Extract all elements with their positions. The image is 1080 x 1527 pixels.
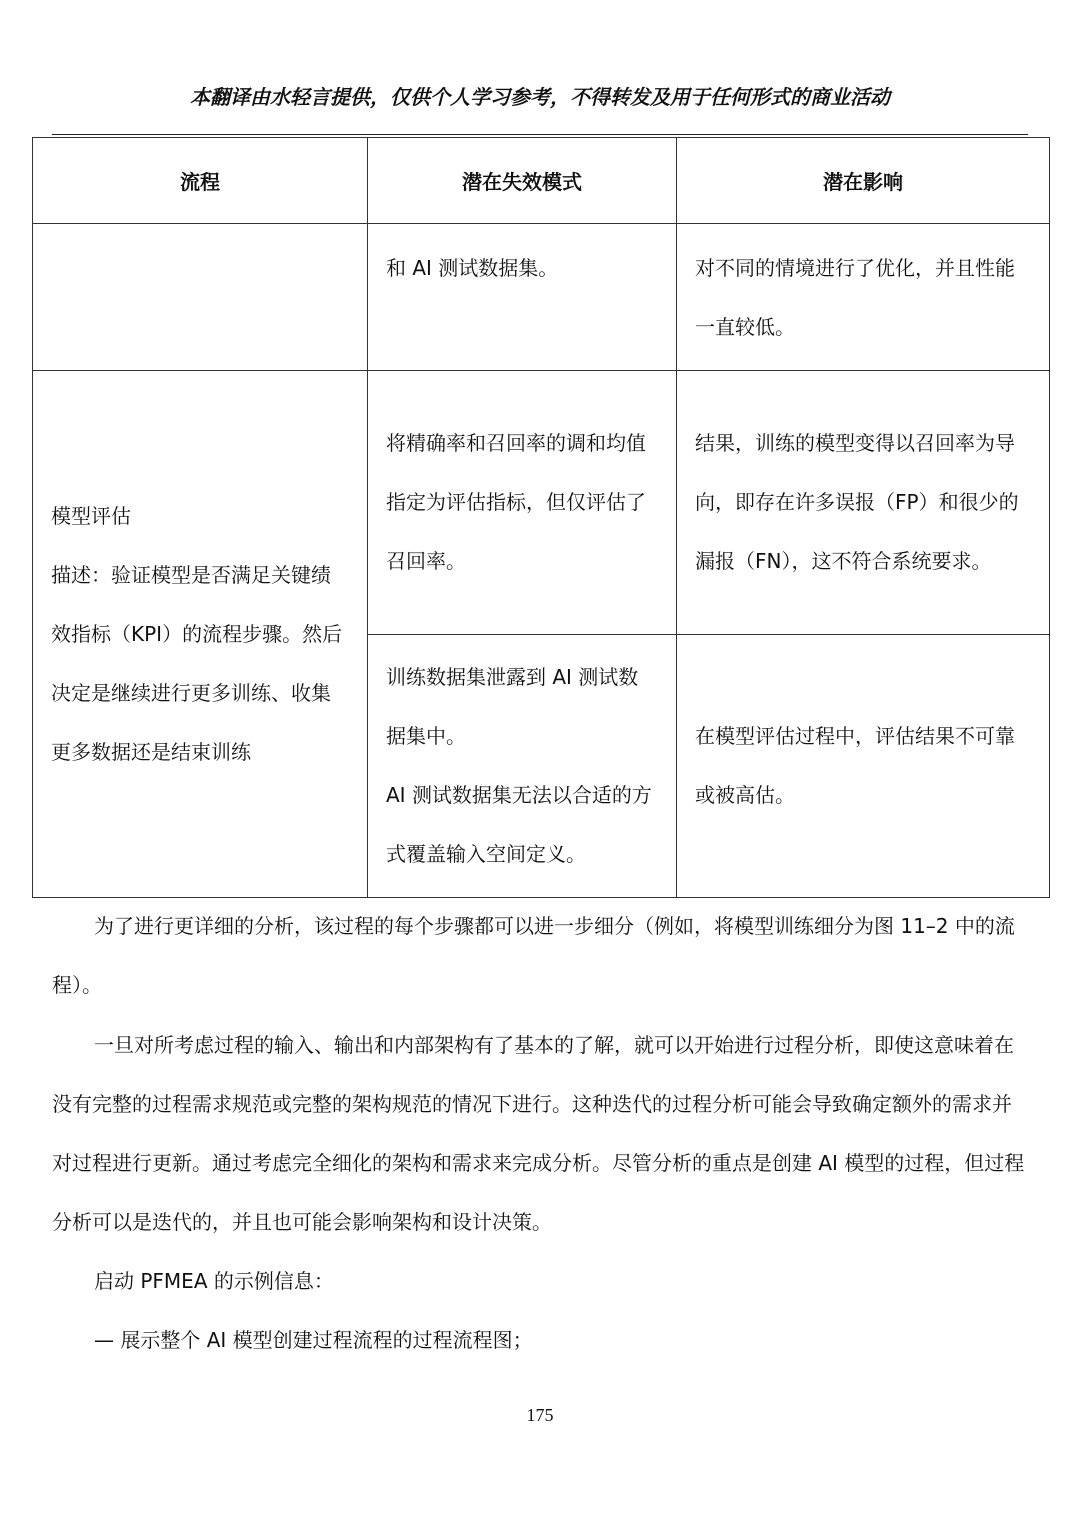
page-header: 本翻译由水轻言提供，仅供个人学习参考，不得转发及用于任何形式的商业活动 bbox=[190, 85, 890, 109]
column-header-failure-mode: 潜在失效模式 bbox=[368, 138, 677, 224]
row2b-failure-mode-cell bbox=[368, 635, 677, 898]
row2a-failure-mode: 将精确率和召回率的调和均值指定为评估指标，但仅评估了召回率。 bbox=[386, 431, 646, 573]
column-header-effect: 潜在影响 bbox=[677, 138, 1050, 224]
paragraph-2: 一旦对所考虑过程的输入、输出和内部架构有了基本的了解，就可以开始进行过程分析，即使这意味着在没有完整的过程需求规范或完整的架构规范的情况下进行。这种迭代的过程分析可能会导致确定额外的需求并对过程进行更新。通过考虑完全细化的架构和需求来完成分析。尽管分析的重点是创建 AI 模型的过程，但过程分析可以是迭代的，并且也可能会影响架构和设计决策。 bbox=[52, 1033, 1025, 1234]
row1-failure-mode: 和 AI 测试数据集。 bbox=[386, 256, 559, 280]
row2b-effect-cell bbox=[677, 635, 1050, 898]
row2a-effect: 结果，训练的模型变得以召回率为导向，即存在许多误报（FP）和很少的漏报（FN），这不符合系统要求。 bbox=[695, 431, 1019, 573]
page-number: 175 bbox=[526, 1405, 554, 1425]
row2-process-desc: 描述：验证模型是否满足关键绩效指标（KPI）的流程步骤。然后决定是继续进行更多训练、收集更多数据还是结束训练 bbox=[51, 562, 343, 764]
table-row bbox=[33, 224, 1050, 371]
paragraph-1: 为了进行更详细的分析，该过程的每个步骤都可以进一步细分（例如，将模型训练细分为图 11–2 中的流程）。 bbox=[52, 914, 1015, 997]
header-rule bbox=[52, 134, 1028, 135]
row1-process-cell bbox=[33, 224, 368, 371]
row2b-failure-mode-2: AI 测试数据集无法以合适的方式覆盖输入空间定义。 bbox=[386, 783, 652, 866]
row2a-failure-mode-cell bbox=[368, 371, 677, 635]
fmea-table bbox=[32, 137, 1050, 898]
row1-effect-cell bbox=[677, 224, 1050, 371]
table-header-row bbox=[33, 138, 1050, 224]
paragraph-3: 启动 PFMEA 的示例信息： bbox=[94, 1269, 334, 1293]
list-item: — 展示整个 AI 模型创建过程流程的过程流程图； bbox=[94, 1328, 533, 1352]
table-row bbox=[33, 371, 1050, 635]
column-header-process: 流程 bbox=[33, 138, 368, 224]
row2b-effect: 在模型评估过程中，评估结果不可靠或被高估。 bbox=[695, 724, 1015, 807]
row1-effect: 对不同的情境进行了优化，并且性能一直较低。 bbox=[695, 256, 1015, 339]
row2a-effect-cell bbox=[677, 371, 1050, 635]
row2b-failure-mode-1: 训练数据集泄露到 AI 测试数据集中。 bbox=[386, 665, 639, 748]
row2-process-name: 模型评估 bbox=[51, 503, 131, 528]
row1-failure-mode-cell bbox=[368, 224, 677, 371]
row2-process-cell bbox=[33, 371, 368, 898]
